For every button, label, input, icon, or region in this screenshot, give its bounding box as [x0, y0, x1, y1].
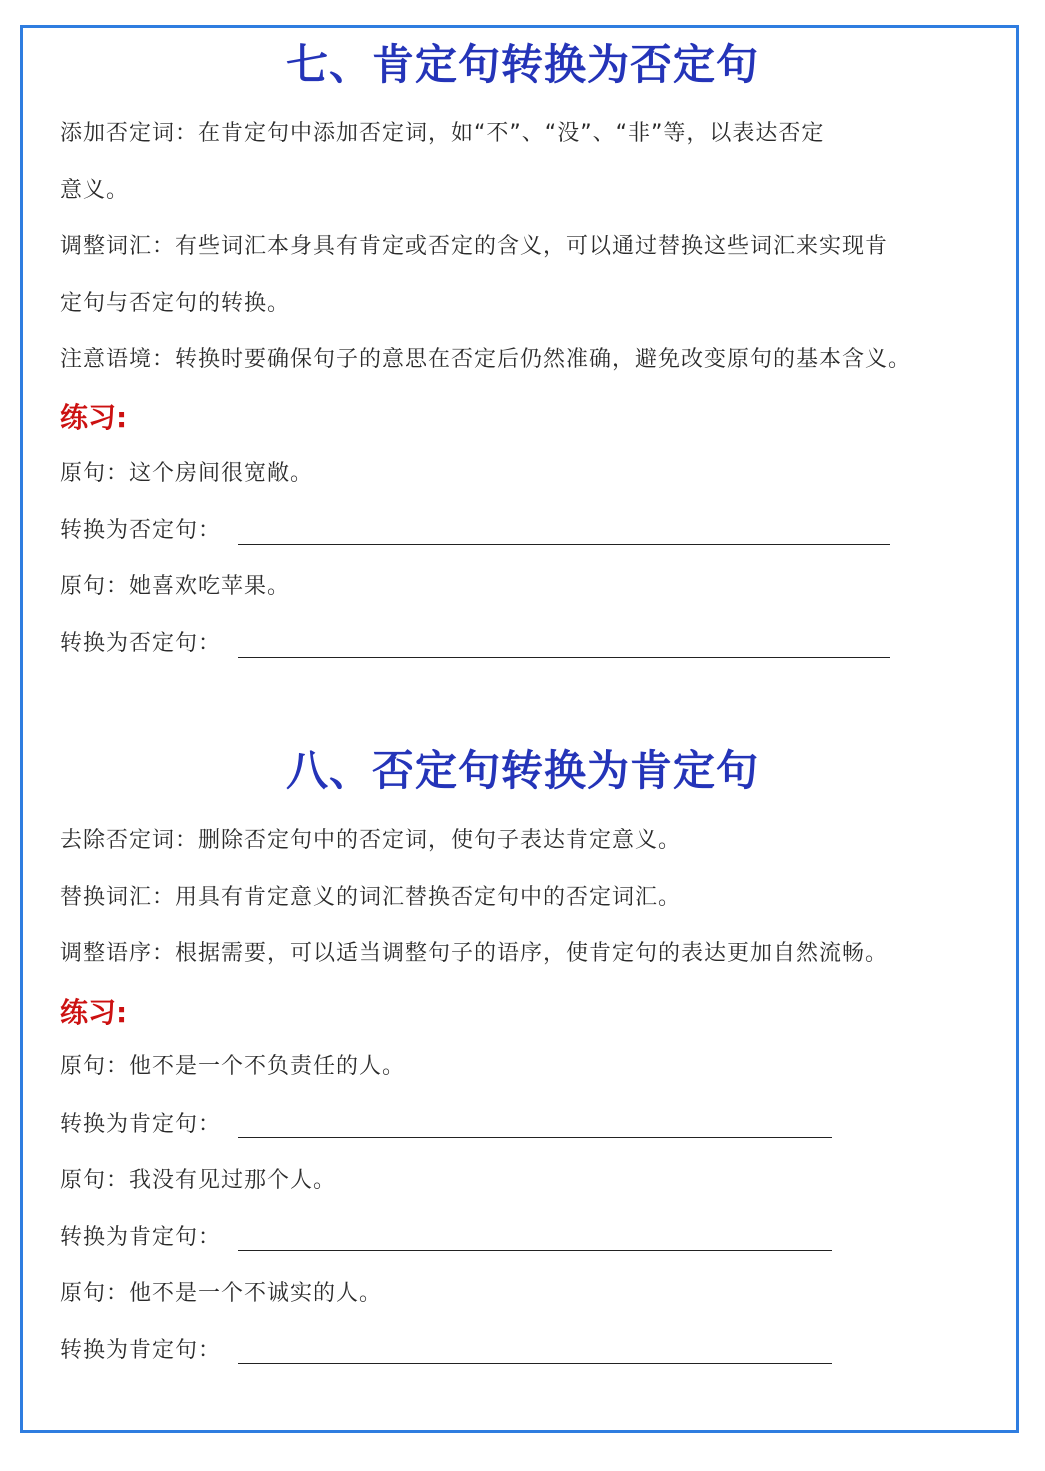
- section-7-line-5: 注意语境：转换时要确保句子的意思在否定后仍然准确，避免改变原句的基本含义。: [60, 347, 912, 372]
- section-8-title: 八、否定句转换为肯定句: [285, 746, 759, 795]
- section-8-exercise-2-prompt: 转换为肯定句：: [60, 1225, 222, 1250]
- section-8-line-1: 去除否定词：删除否定句中的否定词，使句子表达肯定意义。: [60, 828, 682, 853]
- section-7-line-1: 添加否定词：在肯定句中添加否定词，如“不”、“没”、“非”等，以表达否定: [60, 121, 825, 146]
- section-8-exercise-2-original: 原句：我没有见过那个人。: [60, 1168, 337, 1193]
- section-8-exercise-3-prompt: 转换为肯定句：: [60, 1338, 222, 1363]
- section-7-title: 七、肯定句转换为否定句: [285, 40, 759, 89]
- section-7-line-3: 调整词汇：有些词汇本身具有肯定或否定的含义，可以通过替换这些词汇来实现肯: [60, 234, 889, 259]
- section-7-exercise-1-answer-line[interactable]: [238, 544, 890, 545]
- section-8-exercise-1-original: 原句：他不是一个不负责任的人。: [60, 1054, 406, 1079]
- section-7-line-2: 意义。: [60, 178, 130, 203]
- section-7-exercise-2-prompt: 转换为否定句：: [60, 631, 222, 656]
- section-7-exercise-2-original: 原句：她喜欢吃苹果。: [60, 574, 291, 599]
- section-8-line-3: 调整语序：根据需要，可以适当调整句子的语序，使肯定句的表达更加自然流畅。: [60, 941, 889, 966]
- section-8-practice-label: 练习:: [60, 996, 128, 1029]
- section-8-exercise-2-answer-line[interactable]: [238, 1250, 832, 1251]
- section-8-exercise-3-answer-line[interactable]: [238, 1363, 832, 1364]
- section-7-exercise-1-original: 原句：这个房间很宽敞。: [60, 461, 314, 486]
- section-8-exercise-1-answer-line[interactable]: [238, 1137, 832, 1138]
- section-7-practice-label: 练习:: [60, 401, 128, 434]
- section-8-exercise-3-original: 原句：他不是一个不诚实的人。: [60, 1281, 383, 1306]
- section-8-exercise-1-prompt: 转换为肯定句：: [60, 1112, 222, 1137]
- section-7-exercise-2-answer-line[interactable]: [238, 657, 890, 658]
- section-7-line-4: 定句与否定句的转换。: [60, 291, 291, 316]
- section-8-line-2: 替换词汇：用具有肯定意义的词汇替换否定句中的否定词汇。: [60, 885, 682, 910]
- section-7-exercise-1-prompt: 转换为否定句：: [60, 518, 222, 543]
